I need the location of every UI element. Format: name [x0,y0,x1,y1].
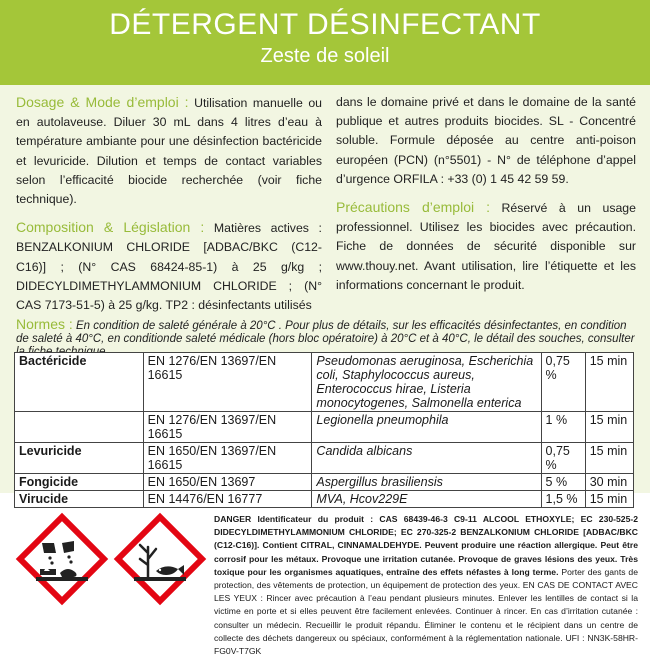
precautionary-statements: Porter des gants de protection, des vêtements de protection, un équipement de protection des yeux. EN CAS DE CONTACT AVEC LES YEUX : Rincer avec précaution à l’eau pendant plusieurs minutes. Enlever les lentilles de contact si la victime en porte et si elles peuvent être facilement enlevées. Continuer à rincer. En cas d’irritation cutanée : consulter un médecin. Recueillir le produit répandu. Éliminer le contenu et le récipient dans un centre de collecte des déchets dangereux ou spéciaux, conformément à la réglementation nationale. UFI : NN3K-58HR-FG0V-T7GK [214,566,638,657]
category-cell: Fongicide [15,474,144,491]
environment-hazard-icon [118,517,202,601]
normes-text: En condition de saleté générale à 20°C . Pour plus de détails, sur les efficacités désinfectantes, en condition de saleté à 40°C, en conditionde saleté médicale (hors bloc opératoire) à 20°C et à 40°C, le détail des souches, consulter [16,320,635,345]
concentration-cell: 0,75 % [541,443,585,474]
table-row [15,412,634,443]
hazard-warning-text [214,513,638,658]
continuation-text: dans le domaine privé et dans le domaine de la santé publique et autres produits biocides. SL - Concentré soluble. Formule déposée au centre anti-poison européen (PCN) (n°5501) - N° de téléphone d’appel d’urgence ORFILA : +33 (0) 1 45 42 59 59. [336,95,636,186]
table-row [15,474,634,491]
composition-text: Matières actives : BENZALKONIUM CHLORIDE [ADBAC/BKC (C12-C16)] ; (N° CAS 68424-85-1) à 25 g/kg ; DIDECYLDIMETHYLAMMONIUM CHLORIDE ; (N° CAS 7173-51-5) à 25 g/kg. TP2 : désinfectants utilisés [16,221,322,313]
product-title: DÉTERGENT DÉSINFECTANT [109,8,541,41]
concentration-cell: 0,75 % [541,353,585,412]
time-cell: 15 min [585,491,633,508]
signal-word: DANGER [214,514,252,524]
table-row [15,443,634,474]
hazard-pictograms [16,513,206,633]
efficacy-table [14,352,634,508]
time-cell: 30 min [585,474,633,491]
category-cell [15,412,144,443]
concentration-cell: 5 % [541,474,585,491]
organism-cell: MVA, Hcov229E [312,491,541,508]
composition-heading: Composition & Législation : [16,219,205,236]
pictogram-group [16,513,206,633]
norm-cell: EN 1650/EN 13697 [143,474,312,491]
table-row [15,353,634,412]
category-cell: Bactéricide [15,353,144,412]
norm-cell: EN 1276/EN 13697/EN 16615 [143,353,312,412]
concentration-cell: 1 % [541,412,585,443]
table-row [15,491,634,508]
precautions-section [336,198,636,295]
organism-cell: Legionella pneumophila [312,412,541,443]
product-identifier: Identificateur du produit : CAS 68439-46-3 C9-11 ALCOOL ETHOXYLE; EC 230-525-2 DIDECYLDIMETHYLAMMONIUM CHLORIDE; EC 270-325-2 BENZALKONIUM CHLORIDE [ADBAC/BKC (C12-C16)]. Contient CITRAL, CINNAMALDEHYDE. Peuvent produire une réaction allergique. Peut être corrosif pour les métaux. Provoque une irritation cutanée. Provoque de graves lésions des yeux. Très toxique pour les organismes aquatiques, entraîne des effets néfastes à long terme. [214,514,638,577]
composition-section [16,218,322,315]
precautions-heading: Précautions d’emploi : [336,199,490,216]
right-column [336,93,636,304]
organism-cell: Candida albicans [312,443,541,474]
category-cell: Virucide [15,491,144,508]
left-column [16,93,322,324]
dosage-heading: Dosage & Mode d’emploi : [16,94,189,110]
norm-cell: EN 1276/EN 13697/EN 16615 [143,412,312,443]
product-subtitle: Zeste de soleil [260,45,390,67]
organism-cell: Pseudomonas aeruginosa, Escherichia coli, Staphylococcus aureus, Enterococcus hirae, Listeria monocytogenes, Salmonella enterica [312,353,541,412]
header-banner [0,0,650,85]
norm-cell: EN 14476/EN 16777 [143,491,312,508]
dosage-section [16,93,322,209]
corrosion-icon [20,517,104,601]
time-cell: 15 min [585,353,633,412]
time-cell: 15 min [585,412,633,443]
time-cell: 15 min [585,443,633,474]
category-cell: Levuricide [15,443,144,474]
dosage-text: Utilisation manuelle ou en autolaveuse. Diluer 30 mL dans 4 litres d’eau à température ambiante pour une désinfection bactéricide et levuricide. Dilution et temps de contact variables selon l’efficacité biocide recherchée (voir fiche technique). [16,96,322,207]
concentration-cell: 1,5 % [541,491,585,508]
precautions-text: Réservé à un usage professionnel. Utilisez les biocides avec précaution. Fiche de données de sécurité disponible sur www.thouy.net. Avant utilisation, lire l’étiquette et les informations concernant le produit. [336,201,636,292]
organism-cell: Aspergillus brasiliensis [312,474,541,491]
norm-cell: EN 1650/EN 13697/EN 16615 [143,443,312,474]
normes-heading: Normes : [16,316,73,332]
